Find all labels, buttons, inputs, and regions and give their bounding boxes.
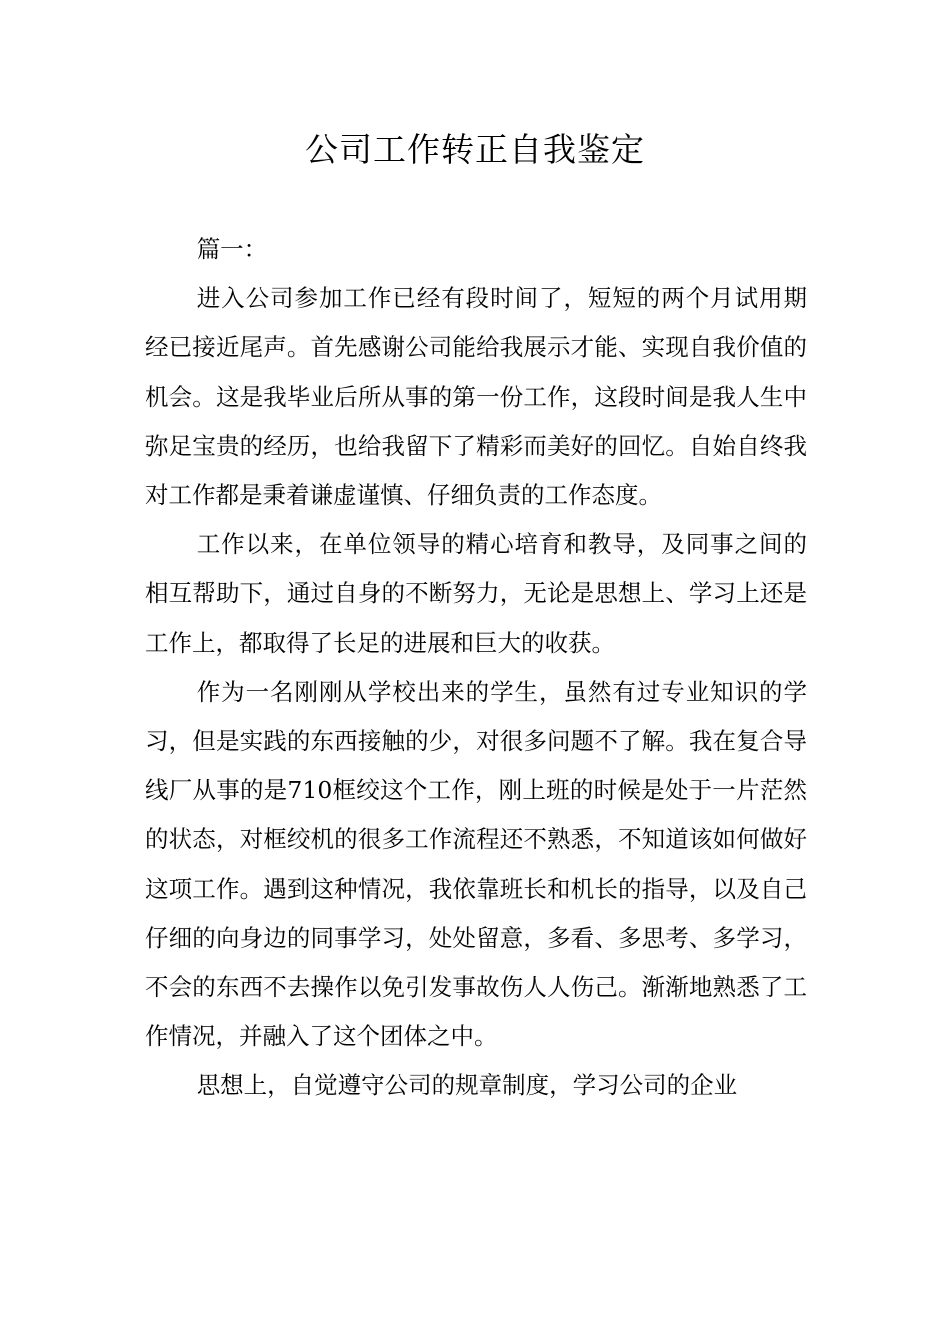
section-label: 篇一： (196, 235, 268, 263)
document-title: 公司工作转正自我鉴定 (305, 130, 645, 169)
document-body (145, 225, 807, 1111)
paragraph-4: 思想上，自觉遵守公司的规章制度，学习公司的企业 (196, 1071, 738, 1100)
paragraph-1: 进入公司参加工作已经有段时间了，短短的两个月试用期经已接近尾声。首先感谢公司能给我展示才能、实现自我价值的机会。这是我毕业后所从事的第一份工作，这段时间是我人生中弥足宝贵的经历，也给我留下了精彩而美好的回忆。自始自终我对工作都是秉着谦虚谨慎、仔细负责的工作态度。 (145, 284, 807, 510)
paragraph-2: 工作以来，在单位领导的精心培育和教导，及同事之间的相互帮助下，通过自身的不断努力，无论是思想上、学习上还是工作上，都取得了长足的进展和巨大的收获。 (145, 530, 807, 657)
paragraph-3: 作为一名刚刚从学校出来的学生，虽然有过专业知识的学习，但是实践的东西接触的少，对很多问题不了解。我在复合导线厂从事的是710框绞这个工作，刚上班的时候是处于一片茫然的状态，对框绞机的很多工作流程还不熟悉，不知道该如何做好这项工作。遇到这种情况，我依靠班长和机长的指导，以及自己仔细的向身边的同事学习，处处留意，多看、多思考、多学习，不会的东西不去操作以免引发事故伤人人伤己。渐渐地熟悉了工作情况，并融入了这个团体之中。 (145, 677, 807, 1051)
